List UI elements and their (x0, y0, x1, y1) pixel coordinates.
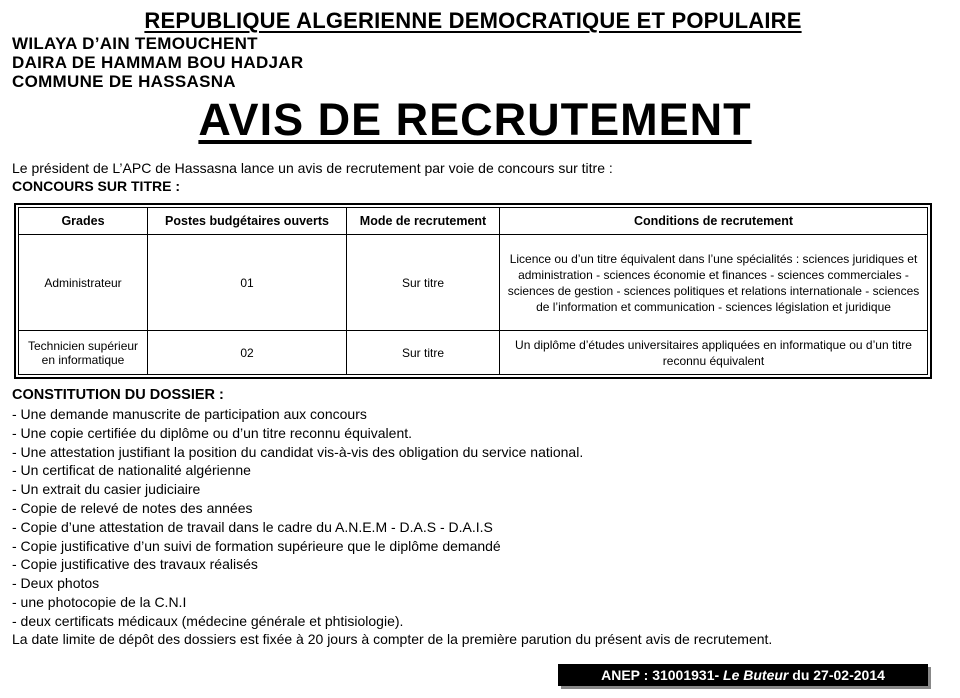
anep-reference-badge (558, 664, 928, 686)
dossier-title: CONSTITUTION DU DOSSIER : (12, 387, 224, 403)
list-item: - Un certificat de nationalité algérienne (12, 462, 251, 479)
deadline-text: La date limite de dépôt des dossiers est fixée à 20 jours à compter de la première parution du présent avis de recrutement. (12, 631, 773, 647)
dossier-list (12, 405, 583, 631)
header-mode: Mode de recrutement (347, 208, 500, 235)
grade-cell: Technicien supérieur en informatique (19, 331, 148, 375)
publication-date: du 27-02-2014 (792, 667, 885, 683)
list-item: - Copie de relevé de notes des années (12, 499, 253, 516)
mode-cell: Sur titre (347, 235, 500, 331)
concours-label: CONCOURS SUR TITRE : (12, 178, 180, 194)
grade-cell: Administrateur (19, 235, 148, 331)
list-item: - Un extrait du casier judiciaire (12, 481, 201, 498)
list-item: - Une demande manuscrite de participation aux concours (12, 406, 367, 422)
conditions-cell: Licence ou d’un titre équivalent dans l’une spécialités : sciences juridiques et administration - sciences économie et finances - sciences commerciales -sciences de gestion - sciences politiques et relations internationale - sciences de l’information et communication - sciences législation et juridique (500, 235, 928, 331)
anep-number: ANEP : 31001931- (601, 667, 720, 683)
wilaya-line: WILAYA D’AIN TEMOUCHENT (12, 34, 258, 53)
daira-line: DAIRA DE HAMMAM BOU HADJAR (12, 53, 304, 72)
list-item: - Une attestation justifiant la position du candidat vis-à-vis des obligation du service national. (12, 443, 584, 460)
table-header-row (19, 208, 928, 235)
publication-name: Le Buteur (723, 667, 789, 683)
recruitment-table-frame (14, 203, 932, 379)
mode-cell: Sur titre (347, 331, 500, 375)
intro-text: Le président de L’APC de Hassasna lance un avis de recrutement par voie de concours sur titre : (12, 160, 613, 176)
postes-cell: 02 (148, 331, 347, 375)
list-item: - Copie d’une attestation de travail dans le cadre du A.N.E.M - D.A.S - D.A.I.S (12, 518, 493, 535)
list-item: - deux certificats médicaux (médecine générale et phtisiologie). (12, 612, 404, 629)
postes-cell: 01 (148, 235, 347, 331)
header-grades: Grades (19, 208, 148, 235)
table-row (19, 331, 928, 375)
list-item: - Copie justificative d’un suivi de formation supérieure que le diplôme demandé (12, 537, 501, 554)
header-postes: Postes budgétaires ouverts (148, 208, 347, 235)
list-item: - une photocopie de la C.N.I (12, 593, 187, 610)
commune-line: COMMUNE DE HASSASNA (12, 72, 236, 91)
list-item: - Une copie certifiée du diplôme ou d’un titre reconnu équivalent. (12, 424, 413, 441)
table-row (19, 235, 928, 331)
conditions-cell: Un diplôme d’études universitaires appliquées en informatique ou d’un titre reconnu équivalent (500, 331, 928, 375)
republic-header: REPUBLIQUE ALGERIENNE DEMOCRATIQUE ET POPULAIRE (144, 8, 802, 33)
list-item: - Copie justificative des travaux réalisés (12, 556, 258, 573)
page-title: AVIS DE RECRUTEMENT (198, 94, 752, 145)
list-item: - Deux photos (12, 575, 100, 592)
header-conditions: Conditions de recrutement (500, 208, 928, 235)
recruitment-table (18, 207, 928, 375)
